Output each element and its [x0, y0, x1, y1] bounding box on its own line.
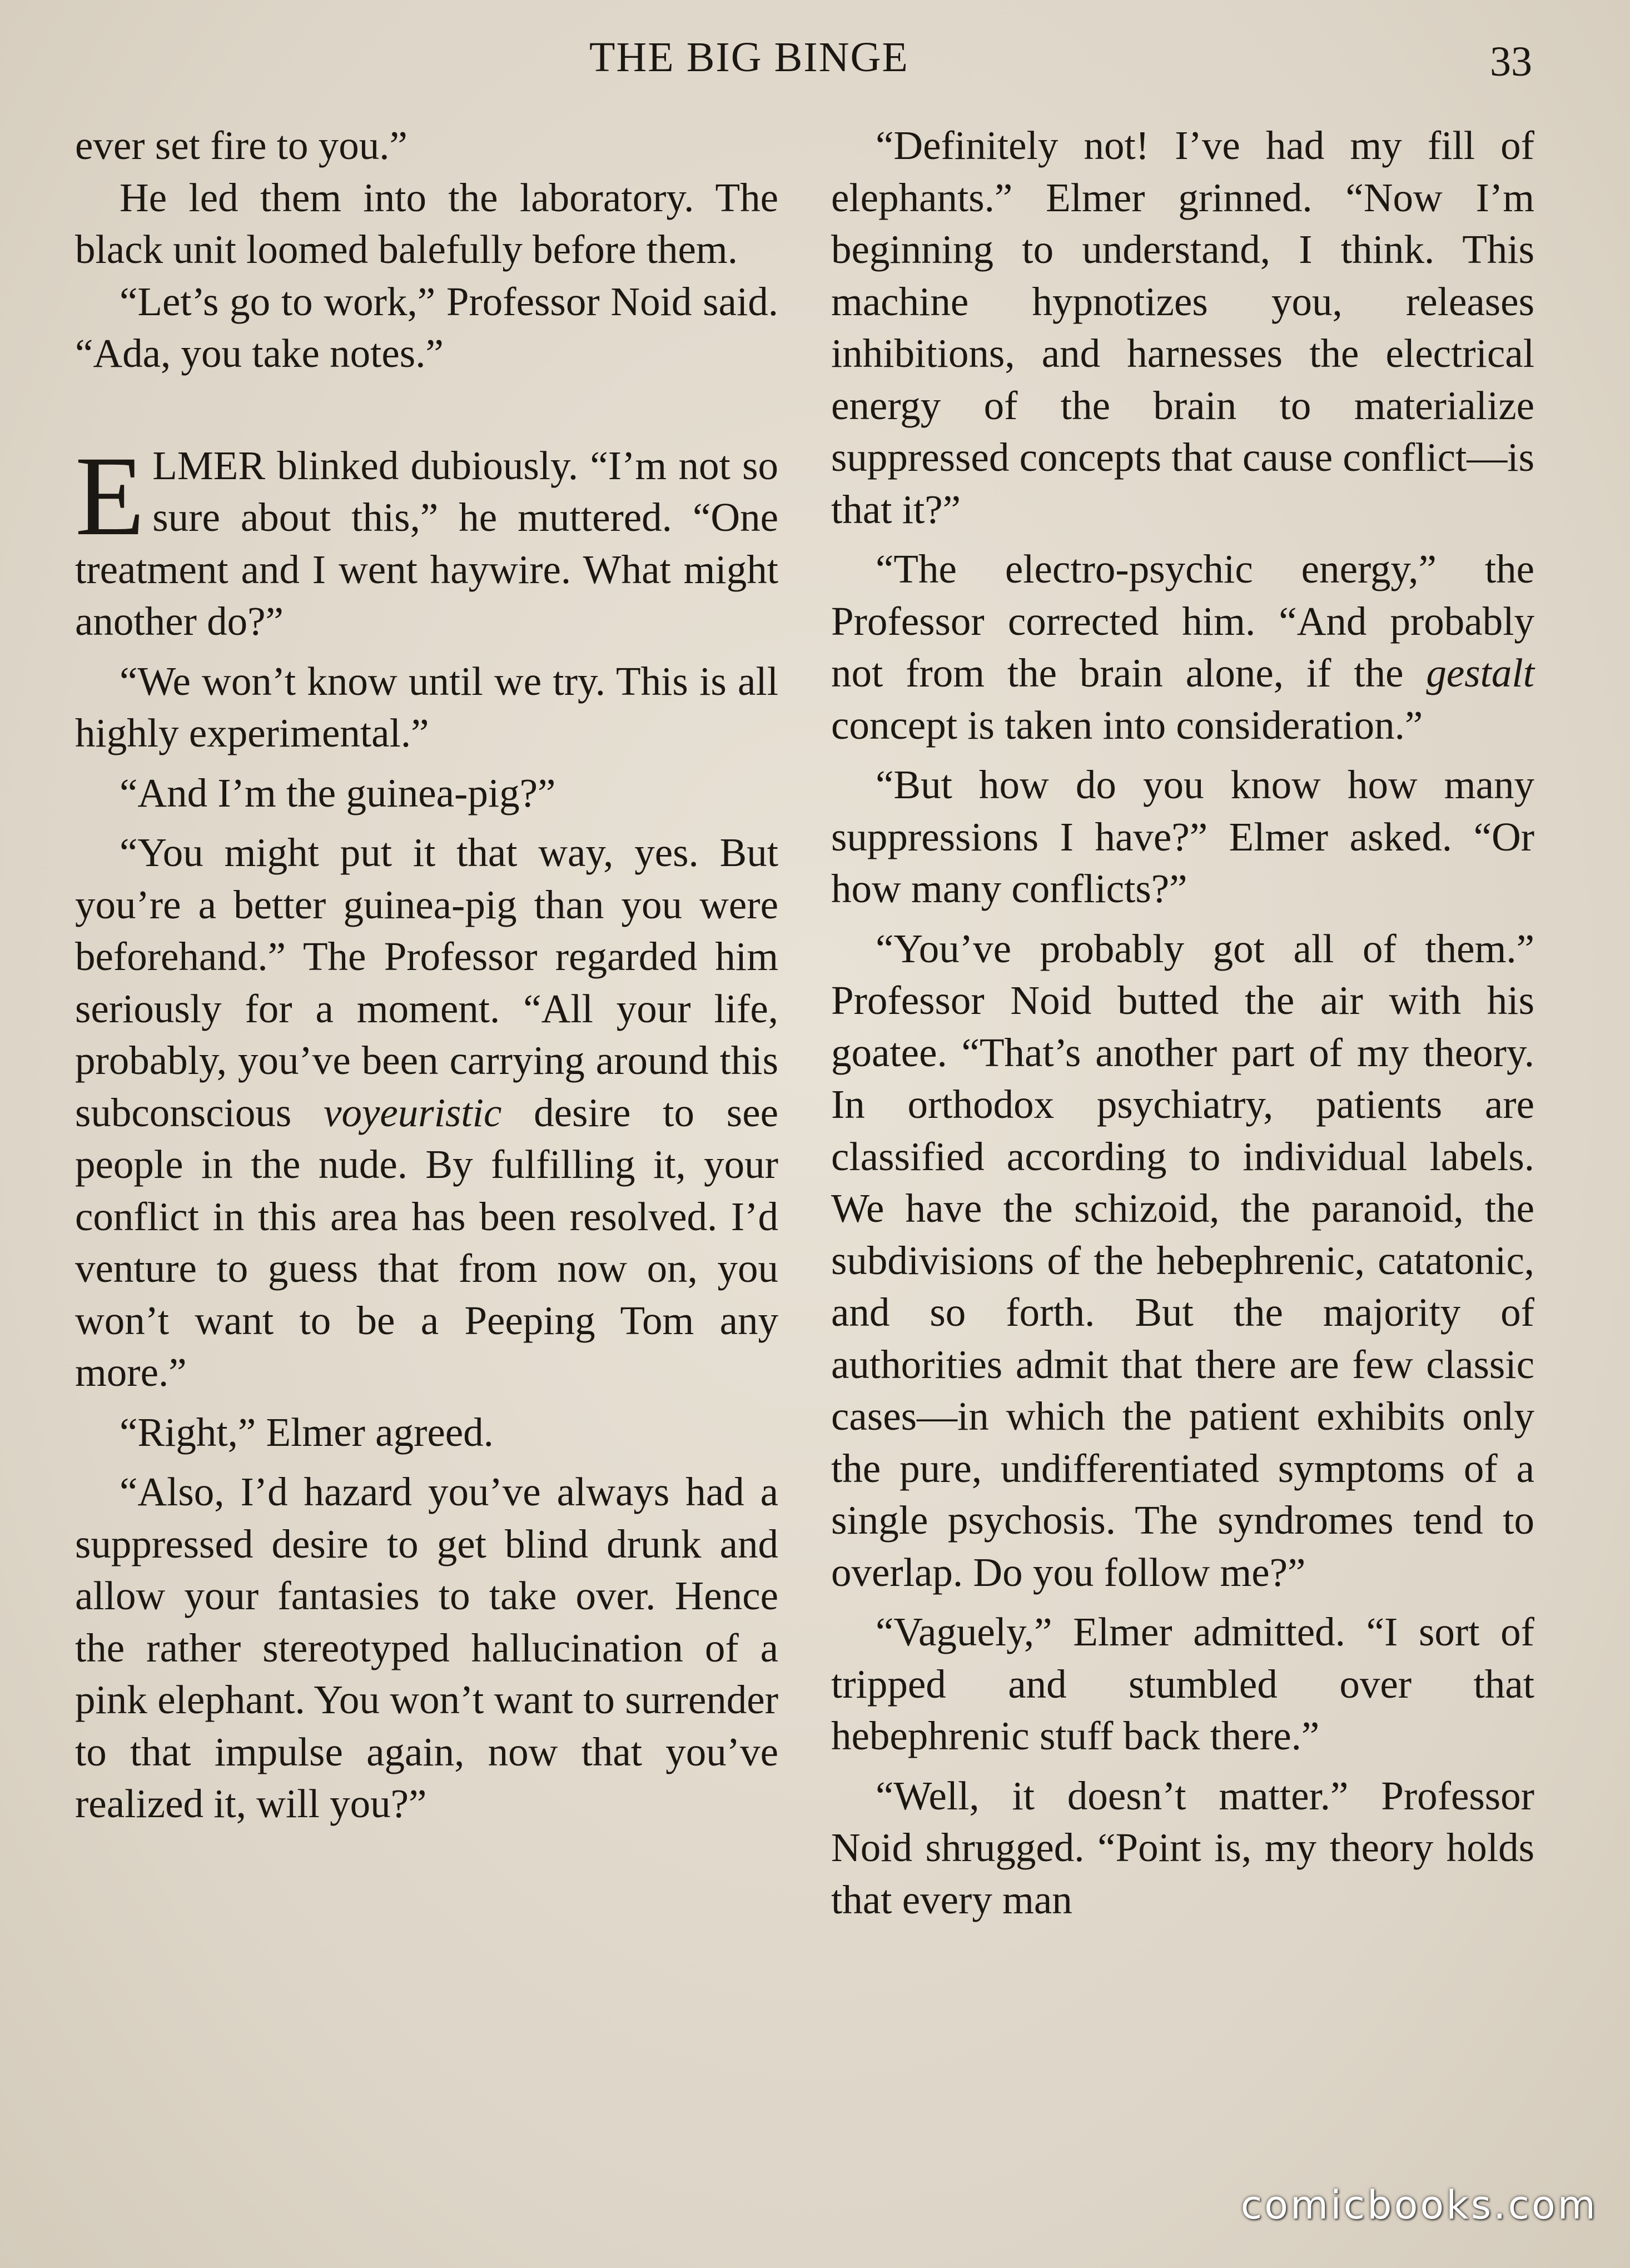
paragraph: He led them into the laboratory. The black unit loomed balefully before them.: [75, 175, 778, 272]
paragraph-text: desire to see people in the nude. By fulfilling it, your conflict in this area has been resolved. I’d venture to guess that from now on, you won’t want to be a Peeping Tom any more.”: [75, 1090, 779, 1395]
running-head: THE BIG BINGE: [589, 34, 909, 81]
paragraph: “Well, it doesn’t matter.” Professor Noid shrugged. “Point is, my theory holds that every man: [831, 1773, 1534, 1922]
left-column: [75, 120, 778, 1830]
paragraph: “Let’s go to work,” Professor Noid said. “Ada, you take notes.”: [75, 278, 778, 376]
drop-cap: E: [75, 432, 145, 559]
paragraph: “And I’m the guinea-pig?”: [120, 770, 556, 815]
paragraph: “Right,” Elmer agreed.: [120, 1409, 494, 1455]
paragraph: “Vaguely,” Elmer admitted. “I sort of tripped and stumbled over that hebephrenic stuff back there.”: [831, 1609, 1534, 1758]
paragraph: “Definitely not! I’ve had my fill of elephants.” Elmer grinned. “Now I’m beginning to understand, I think. This machine hypnotizes you, releases inhibitions, and harnesses the electrical energy of the brain to materialize suppressed concepts that cause conflict—is that it?”: [831, 123, 1534, 532]
italic-term: voyeuristic: [324, 1090, 502, 1135]
section-opening-paragraph: [75, 432, 778, 648]
paragraph: “Also, I’d hazard you’ve always had a suppressed desire to get blind drunk and allow your fantasies to take over. Hence the rather stereotyped hallucination of a pink elephant. You won’t want to surrender to that impulse again, now that you’ve realized it, will you?”: [75, 1469, 778, 1826]
watermark: comicbooks.com: [1240, 2182, 1598, 2228]
paragraph: “We won’t know until we try. This is all highly experimental.”: [75, 658, 778, 755]
paragraph: “But how do you know how many suppressions I have?” Elmer asked. “Or how many conflicts?”: [831, 762, 1534, 911]
paragraph: “You’ve probably got all of them.” Professor Noid butted the air with his goatee. “That’s another part of my theory. In orthodox psychiatry, patients are classified according to individual labels. We have the schizoid, the paranoid, the subdivisions of the hebephrenic, catatonic, and so forth. But the majority of authorities admit that there are few classic cases—in which the patient exhibits only the pure, undifferentiated symptoms of a single psychosis. The syndromes tend to overlap. Do you follow me?”: [831, 926, 1534, 1595]
paragraph-text: “You might put it that way, yes. But you’re a better guinea-pig than you were beforehand.” The Professor regarded him seriously for a moment. “All your life, probably, you’ve been carrying around this subconscious: [75, 830, 778, 1135]
paragraph: [75, 827, 778, 1399]
paragraph: ever set fire to you.”: [75, 123, 407, 168]
paragraph: [831, 543, 1534, 751]
page-number: 33: [1490, 38, 1532, 85]
italic-term: gestalt: [1426, 650, 1534, 695]
page-header: [0, 33, 1630, 94]
paragraph-text: LMER blinked dubiously. “I’m not so sure about this,” he muttered. “One treatment and I went haywire. What might another do?”: [75, 442, 778, 644]
right-column: [831, 120, 1534, 1926]
paragraph-text: concept is taken into consideration.”: [831, 702, 1423, 748]
paragraph-text: “The electro-psychic energy,” the Professor corrected him. “And probably not from the brain alone, if the: [831, 546, 1534, 695]
